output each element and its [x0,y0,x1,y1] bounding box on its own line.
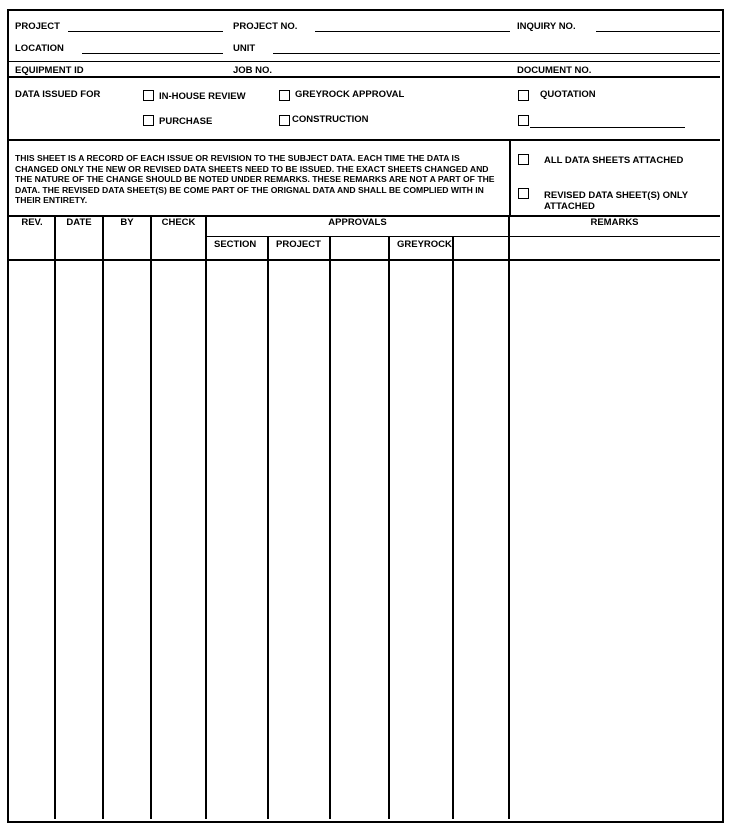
revised-sheets-label: REVISED DATA SHEET(S) ONLY ATTACHED [544,190,688,212]
other-checkbox[interactable] [518,115,529,126]
col-rev-header: REV. [21,217,43,228]
revision-table-body[interactable] [9,261,720,819]
revised-sheets-checkbox[interactable] [518,188,529,199]
project-no-field[interactable] [315,31,510,32]
data-issued-for-label: DATA ISSUED FOR [15,89,101,100]
inquiry-no-field[interactable] [596,31,720,32]
project-field[interactable] [68,31,223,32]
all-data-sheets-checkbox[interactable] [518,154,529,165]
revision-notice-text: THIS SHEET IS A RECORD OF EACH ISSUE OR REVISION TO THE SUBJECT DATA. EACH TIME THE DATA IS CHANGED ONLY THE NEW OR REVISED DATA SHEETS NEED TO BE ISSUED. THE EXACT SHEETS CHANGED AND THE NATURE OF THE CHANGE SHOULD BE NOTED UNDER REMARKS. THESE REMARKS ARE NOT A PART OF THE DATA. THE REVISED DATA SHEET(S) BE COME PART OF THE ORIGNAL DATA AND SHALL BE COMPLIED WITH IN THEIR ENTIRETY. [15,153,495,205]
in-house-review-checkbox[interactable] [143,90,154,101]
purchase-label: PURCHASE [159,116,213,127]
location-label: LOCATION [15,43,64,54]
header-divider [9,61,720,62]
col-by-header: BY [120,217,134,228]
project-label: PROJECT [15,21,60,32]
remarks-header: REMARKS [590,217,639,228]
quotation-label: QUOTATION [540,89,596,100]
project-no-label: PROJECT NO. [233,21,298,32]
greyrock-approval-checkbox[interactable] [279,90,290,101]
unit-label: UNIT [233,43,256,54]
approval-greyrock-header: GREYROCK [397,239,452,250]
section-divider-2 [9,139,720,141]
equipment-id-label: EQUIPMENT ID [15,65,84,76]
location-field[interactable] [82,53,223,54]
purchase-checkbox[interactable] [143,115,154,126]
approval-project-header: PROJECT [276,239,321,250]
all-data-sheets-label: ALL DATA SHEETS ATTACHED [544,155,684,166]
approvals-subheader-line [206,236,720,237]
job-no-label: JOB NO. [233,65,273,76]
col-check-header: CHECK [161,217,196,228]
in-house-review-label: IN-HOUSE REVIEW [159,91,246,102]
other-field[interactable] [530,127,685,128]
greyrock-approval-label: GREYROCK APPROVAL [295,89,405,100]
inquiry-no-label: INQUIRY NO. [517,21,576,32]
unit-field[interactable] [273,53,720,54]
approval-section-header: SECTION [214,239,257,250]
document-no-label: DOCUMENT NO. [517,65,592,76]
col-date-header: DATE [66,217,92,228]
section-divider-1 [9,76,720,78]
construction-label: CONSTRUCTION [292,114,369,125]
quotation-checkbox[interactable] [518,90,529,101]
approvals-header: APPROVALS [328,217,387,228]
notice-divider [509,139,511,217]
construction-checkbox[interactable] [279,115,290,126]
